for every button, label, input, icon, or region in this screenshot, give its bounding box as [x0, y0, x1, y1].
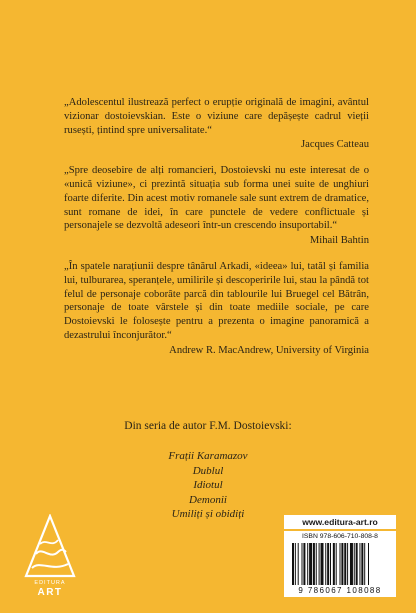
series-book-list [0, 449, 416, 522]
quote-block [64, 96, 369, 152]
series-book-item: Dublul [192, 464, 224, 477]
barcode-icon [292, 543, 388, 585]
series-book-item: Umiliți și obidiți [171, 508, 245, 520]
quote-block [64, 164, 369, 248]
series-book-item: Demonii [189, 493, 227, 506]
quote-text: „Adolescentul ilustrează perfect o erupție originală de imagini, avântul vizionar dostoievskian. Este o viziune care depășește cadrul vieții rusești, țintind spre universalitate.“ [64, 97, 369, 136]
quote-author: Andrew R. MacAndrew, University of Virginia [169, 344, 369, 356]
quote-block [64, 260, 369, 358]
isbn-text: ISBN 978-606-710-808-8 [302, 533, 378, 540]
quote-text: „În spatele narațiunii despre tânărul Arkadi, «ideea» lui, tatăl și familia lui, tulburarea, speranțele, umilirile și descoperirile lui, stau la pândă tot felul de personaje coborâte parcă din tablourile lui Bruegel cel Bătrân, personaje de toate vârstele și din toate mediile sociale, pe care Dostoievski le folosește pentru a prezenta o imagine panoramică a dezastrului înconjurător.“ [64, 260, 369, 341]
publisher-name-small: EDITURA [34, 580, 66, 586]
quote-author: Jacques Catteau [301, 139, 369, 151]
publisher-name-big: ART [37, 587, 63, 598]
series-title: Din seria de autor F.M. Dostoievski: [124, 420, 292, 432]
series-book-item: Frații Karamazov [168, 450, 248, 462]
publisher-logo [24, 514, 76, 598]
publisher-logo-icon [24, 514, 76, 578]
series-book-item: Idiotul [193, 479, 223, 491]
publisher-website: www.editura-art.ro [284, 515, 396, 529]
quote-author: Mihail Bahtin [309, 235, 369, 247]
quotes-section [64, 96, 369, 370]
barcode-box [284, 531, 396, 597]
quote-text: „Spre deosebire de alți romancieri, Dostoievski nu este interesat de o «unică viziune», ci prezintă situația sub forma unei suite de unghiuri foarte diferite. Din acest motiv romanele sale sunt extrem de dramatice, sunt romane de idei, în care punctele de vedere conflictuale și personajele se dezvoltă adeseori într-un crescendo insuportabil.“ [64, 165, 369, 232]
ean-number: 9 786067 108088 [298, 586, 382, 595]
